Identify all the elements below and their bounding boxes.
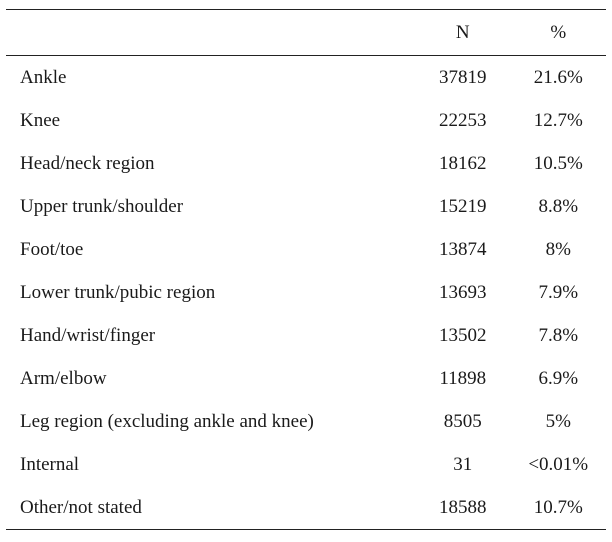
cell-percent: 12.7% (533, 109, 583, 131)
cell-n: 15219 (439, 195, 487, 217)
table-row (6, 400, 606, 443)
cell-percent: 7.9% (538, 281, 579, 303)
header-region (6, 10, 415, 56)
cell-region: Lower trunk/pubic region (20, 281, 216, 303)
cell-n: 13874 (439, 238, 487, 260)
cell-region: Other/not stated (20, 496, 142, 518)
cell-region: Hand/wrist/finger (20, 324, 156, 346)
cell-region: Foot/toe (20, 238, 84, 260)
header-percent: % (550, 21, 567, 43)
table-row (6, 142, 606, 185)
cell-percent: 7.8% (538, 324, 579, 346)
cell-n: 11898 (439, 367, 487, 389)
cell-n: 18588 (439, 496, 487, 518)
table-row (6, 443, 606, 486)
cell-percent: 6.9% (538, 367, 579, 389)
table-row (6, 99, 606, 142)
cell-n: 22253 (439, 109, 487, 131)
cell-percent: 10.5% (533, 152, 583, 174)
cell-region: Knee (20, 109, 61, 131)
injury-region-table-container (6, 9, 606, 530)
table-header (6, 10, 606, 56)
table-row (6, 228, 606, 271)
header-row (6, 10, 606, 56)
cell-region: Internal (20, 453, 80, 475)
cell-percent: 10.7% (533, 496, 583, 518)
cell-percent: 5% (545, 410, 571, 432)
cell-region: Arm/elbow (20, 367, 107, 389)
table-row (6, 185, 606, 228)
cell-percent: <0.01% (528, 453, 589, 475)
header-n: N (455, 21, 470, 43)
injury-region-table (6, 9, 606, 530)
cell-region: Ankle (20, 66, 67, 88)
table-body (6, 56, 606, 530)
cell-region: Upper trunk/shoulder (20, 195, 184, 217)
cell-n: 31 (453, 453, 473, 475)
table-row (6, 314, 606, 357)
cell-n: 13502 (439, 324, 487, 346)
cell-region: Leg region (excluding ankle and knee) (20, 410, 314, 432)
cell-percent: 21.6% (533, 66, 583, 88)
table-row (6, 56, 606, 100)
cell-percent: 8% (545, 238, 571, 260)
cell-n: 8505 (443, 410, 482, 432)
cell-n: 37819 (439, 66, 487, 88)
cell-region: Head/neck region (20, 152, 155, 174)
cell-n: 13693 (439, 281, 487, 303)
table-row (6, 357, 606, 400)
cell-n: 18162 (439, 152, 487, 174)
cell-percent: 8.8% (538, 195, 579, 217)
table-row (6, 486, 606, 530)
table-row (6, 271, 606, 314)
